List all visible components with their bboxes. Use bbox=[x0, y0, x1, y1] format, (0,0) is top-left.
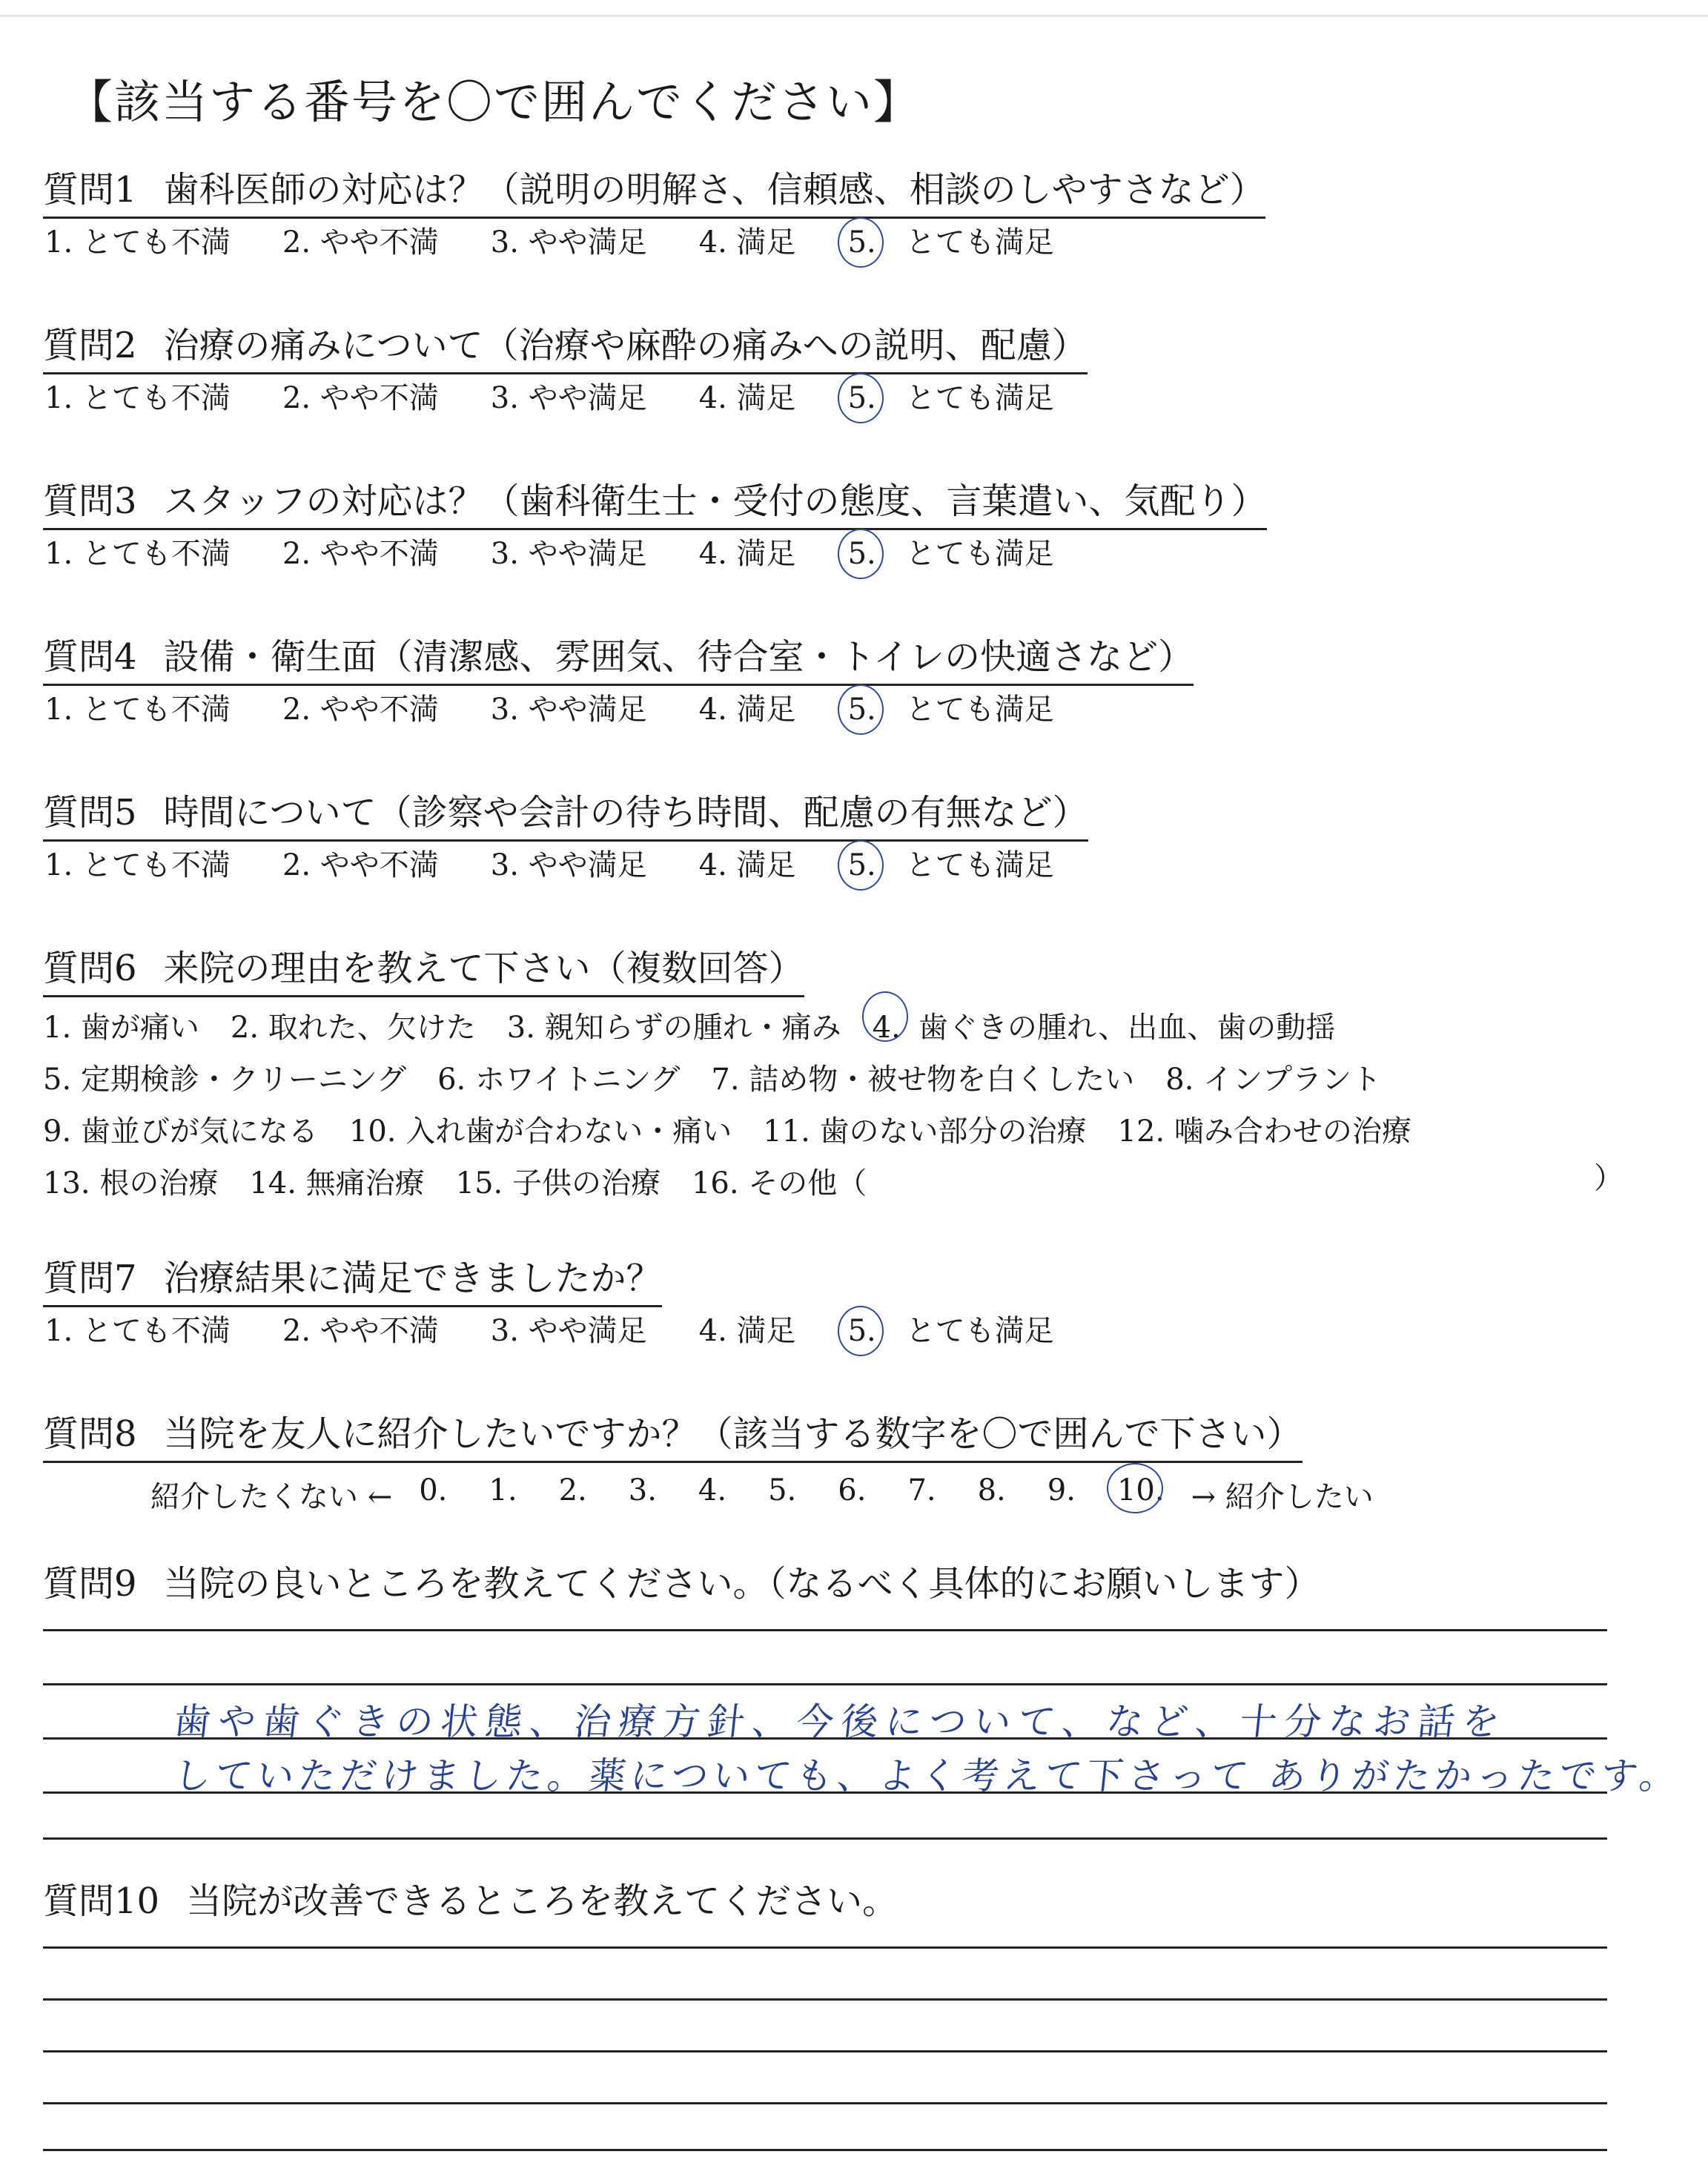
question-text: 治療の痛みについて（治療や麻酔の痛みへの説明、配慮） bbox=[163, 325, 1088, 366]
question-number: 質問3 bbox=[43, 480, 137, 522]
option-5-circled[interactable]: 5. bbox=[847, 225, 876, 260]
question-6 bbox=[43, 948, 1411, 1209]
option-3[interactable]: 3. やや満足 bbox=[490, 381, 647, 415]
option-1[interactable]: 1. とても不満 bbox=[44, 225, 231, 260]
question-text: 治療結果に満足できましたか？ bbox=[163, 1258, 662, 1299]
question-1 bbox=[43, 169, 1265, 260]
recommend-scale bbox=[43, 1473, 1374, 1516]
question-8-heading bbox=[43, 1413, 1302, 1463]
option-3[interactable]: 3. やや満足 bbox=[490, 1314, 647, 1348]
reason-option[interactable]: 15. 子供の治療 bbox=[455, 1166, 661, 1200]
scale-option[interactable]: 2. bbox=[558, 1473, 587, 1507]
reason-row bbox=[43, 1157, 1411, 1209]
question-number: 質問10 bbox=[43, 1880, 160, 1922]
reason-option-4-circled[interactable]: 4. bbox=[873, 1002, 901, 1054]
option-2[interactable]: 2. やや不満 bbox=[282, 225, 439, 260]
option-5-circled[interactable]: 5. bbox=[847, 693, 876, 727]
question-4-heading bbox=[43, 636, 1194, 686]
scale-right-label: → 紹介したい bbox=[1191, 1480, 1374, 1514]
question-4 bbox=[43, 636, 1194, 727]
reason-option[interactable]: 7. 詰め物・被せ物を白くしたい bbox=[711, 1063, 1135, 1097]
reason-option[interactable]: 14. 無痛治療 bbox=[249, 1166, 425, 1200]
question-text: スタッフの対応は？（歯科衛生士・受付の態度、言葉遣い、気配り） bbox=[163, 480, 1267, 522]
option-2[interactable]: 2. やや不満 bbox=[282, 1314, 439, 1348]
answer-options bbox=[43, 539, 1267, 569]
scale-option[interactable]: 5. bbox=[768, 1473, 797, 1507]
answer-options bbox=[43, 225, 1265, 260]
question-number: 質問7 bbox=[43, 1258, 137, 1299]
answer-options bbox=[43, 693, 1194, 727]
scale-option[interactable]: 3. bbox=[628, 1473, 657, 1507]
reason-option[interactable]: 10. 入れ歯が合わない・痛い bbox=[348, 1114, 732, 1149]
option-5-circled[interactable]: 5. bbox=[847, 848, 876, 882]
option-3[interactable]: 3. やや満足 bbox=[490, 537, 647, 571]
reason-option[interactable]: 6. ホワイトニング bbox=[437, 1063, 681, 1097]
scale-option[interactable]: 9. bbox=[1047, 1473, 1076, 1507]
answer-line bbox=[43, 2149, 1607, 2151]
option-5-circled[interactable]: 5. bbox=[847, 537, 876, 571]
option-4[interactable]: 4. 満足 bbox=[698, 381, 796, 415]
reason-option[interactable]: 12. 噛み合わせの治療 bbox=[1117, 1114, 1411, 1149]
reason-row bbox=[43, 1002, 1411, 1054]
question-10 bbox=[43, 1880, 898, 1928]
question-text: 当院の良いところを教えてください。（なるべく具体的にお願いします） bbox=[163, 1563, 1320, 1605]
option-2[interactable]: 2. やや不満 bbox=[282, 381, 439, 415]
answer-options bbox=[43, 383, 1088, 413]
option-1[interactable]: 1. とても不満 bbox=[44, 693, 231, 727]
option-2[interactable]: 2. やや不満 bbox=[282, 848, 439, 882]
option-1[interactable]: 1. とても不満 bbox=[44, 1314, 231, 1348]
question-9 bbox=[43, 1563, 1320, 1611]
question-text: 時間について（診察や会計の待ち時間、配慮の有無など） bbox=[163, 792, 1088, 833]
option-4[interactable]: 4. 満足 bbox=[698, 1314, 796, 1348]
answer-options bbox=[43, 1316, 1054, 1346]
question-1-heading bbox=[43, 169, 1265, 219]
handwritten-answer-line-2: していただけました。薬についても、よく考えて下さって ありがたかったです。 bbox=[171, 1754, 1684, 1797]
question-number: 質問4 bbox=[43, 636, 137, 678]
question-5-heading bbox=[43, 792, 1088, 842]
scale-option[interactable]: 0. bbox=[419, 1473, 448, 1507]
option-3[interactable]: 3. やや満足 bbox=[490, 225, 647, 260]
option-3[interactable]: 3. やや満足 bbox=[490, 693, 647, 727]
scale-option[interactable]: 7. bbox=[907, 1473, 936, 1507]
option-5-label: とても満足 bbox=[905, 381, 1054, 415]
reason-options bbox=[43, 1002, 1411, 1209]
other-paren-close: ） bbox=[1594, 1161, 1623, 1195]
question-3-heading bbox=[43, 480, 1267, 530]
question-3 bbox=[43, 480, 1267, 571]
question-number: 質問9 bbox=[43, 1563, 137, 1605]
reason-option[interactable]: 5. 定期検診・クリーニング bbox=[43, 1063, 407, 1097]
question-7-heading bbox=[43, 1258, 662, 1307]
scale-option[interactable]: 4. bbox=[698, 1473, 727, 1507]
question-text: 来院の理由を教えて下さい（複数回答） bbox=[163, 948, 804, 989]
option-2[interactable]: 2. やや不満 bbox=[282, 537, 439, 571]
question-number: 質問6 bbox=[43, 948, 137, 989]
reason-option-other[interactable]: 16. その他（ bbox=[691, 1166, 867, 1200]
option-3[interactable]: 3. やや満足 bbox=[490, 848, 647, 882]
answer-line bbox=[43, 1683, 1607, 1685]
question-2 bbox=[43, 325, 1088, 415]
question-number: 質問1 bbox=[43, 169, 137, 211]
answer-line bbox=[43, 1998, 1607, 2001]
answer-line bbox=[43, 1946, 1607, 1949]
option-1[interactable]: 1. とても不満 bbox=[44, 381, 231, 415]
option-4[interactable]: 4. 満足 bbox=[698, 848, 796, 882]
option-4[interactable]: 4. 満足 bbox=[698, 693, 796, 727]
question-text: 当院が改善できるところを教えてください。 bbox=[186, 1880, 898, 1922]
answer-line bbox=[43, 1629, 1607, 1631]
question-7 bbox=[43, 1258, 1054, 1348]
option-4[interactable]: 4. 満足 bbox=[698, 537, 796, 571]
question-text: 歯科医師の対応は？（説明の明解さ、信頼感、相談のしやすさなど） bbox=[163, 169, 1265, 211]
reason-option[interactable]: 8. インプラント bbox=[1165, 1063, 1382, 1097]
option-5-label: とても満足 bbox=[905, 225, 1054, 260]
option-5-label: とても満足 bbox=[905, 537, 1054, 571]
question-10-heading bbox=[43, 1880, 898, 1928]
option-5-label: とても満足 bbox=[905, 1314, 1054, 1348]
option-1[interactable]: 1. とても不満 bbox=[44, 848, 231, 882]
reason-row bbox=[43, 1054, 1411, 1106]
answer-line bbox=[43, 2050, 1607, 2052]
reason-option[interactable]: 1. 歯が痛い bbox=[43, 1011, 199, 1045]
answer-line bbox=[43, 1837, 1607, 1840]
option-2[interactable]: 2. やや不満 bbox=[282, 693, 439, 727]
scale-option-10-circled[interactable]: 10. bbox=[1117, 1473, 1165, 1516]
option-5-label: とても満足 bbox=[905, 848, 1054, 882]
option-5-circled[interactable]: 5. bbox=[847, 1314, 876, 1348]
scale-option[interactable]: 6. bbox=[838, 1473, 867, 1507]
scale-option[interactable]: 8. bbox=[977, 1473, 1006, 1507]
reason-option[interactable]: 2. 取れた、欠けた bbox=[230, 1011, 476, 1045]
scan-edge bbox=[0, 15, 1708, 17]
reason-option-4-label: 歯ぐきの腫れ、出血、歯の動揺 bbox=[918, 1011, 1336, 1045]
reason-option[interactable]: 11. 歯のない部分の治療 bbox=[763, 1114, 1087, 1149]
option-4[interactable]: 4. 満足 bbox=[698, 225, 796, 260]
reason-option[interactable]: 9. 歯並びが気になる bbox=[43, 1114, 318, 1149]
option-1[interactable]: 1. とても不満 bbox=[44, 537, 231, 571]
form-title: 【該当する番号を〇で囲んでください】 bbox=[67, 75, 921, 129]
option-5-label: とても満足 bbox=[905, 693, 1054, 727]
scale-left-label: 紹介したくない ← bbox=[150, 1480, 393, 1514]
reason-option[interactable]: 13. 根の治療 bbox=[43, 1166, 219, 1200]
question-6-heading bbox=[43, 948, 804, 997]
question-text: 当院を友人に紹介したいですか？（該当する数字を〇で囲んで下さい） bbox=[163, 1413, 1302, 1455]
question-number: 質問8 bbox=[43, 1413, 137, 1455]
reason-row bbox=[43, 1106, 1411, 1157]
question-number: 質問2 bbox=[43, 325, 137, 366]
question-9-heading bbox=[43, 1563, 1320, 1611]
handwritten-answer-line-1: 歯や歯ぐきの状態、治療方針、今後について、など、十分なお話を bbox=[171, 1700, 1509, 1743]
question-2-heading bbox=[43, 325, 1088, 374]
question-8 bbox=[43, 1413, 1374, 1516]
scale-option[interactable]: 1. bbox=[489, 1473, 517, 1507]
question-5 bbox=[43, 792, 1088, 882]
question-number: 質問5 bbox=[43, 792, 137, 833]
option-5-circled[interactable]: 5. bbox=[847, 381, 876, 415]
answer-options bbox=[43, 848, 1088, 882]
reason-option[interactable]: 3. 親知らずの腫れ・痛み bbox=[506, 1011, 841, 1045]
question-text: 設備・衛生面（清潔感、雰囲気、待合室・トイレの快適さなど） bbox=[163, 636, 1194, 678]
answer-line bbox=[43, 2102, 1607, 2104]
